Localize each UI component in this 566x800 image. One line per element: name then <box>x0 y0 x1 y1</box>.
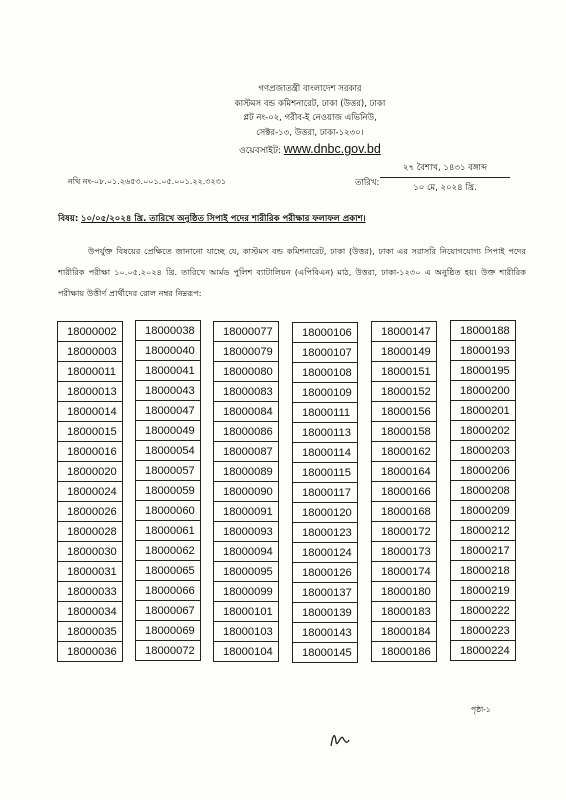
roll-number-cell: 18000030 <box>57 541 123 562</box>
roll-number-cell: 18000014 <box>57 401 123 422</box>
roll-number-cell: 18000183 <box>371 601 437 622</box>
website-label: ওয়েবসাইট: <box>239 146 281 156</box>
roll-number-cell: 18000209 <box>450 500 516 521</box>
roll-number-cell: 18000065 <box>135 560 201 581</box>
roll-number-cell: 18000114 <box>292 442 358 463</box>
roll-number-cell: 18000059 <box>135 480 201 501</box>
roll-number-cell: 18000172 <box>371 521 437 542</box>
roll-number-cell: 18000111 <box>292 402 358 423</box>
roll-number-cell: 18000104 <box>213 641 279 662</box>
roll-number-cell: 18000108 <box>292 362 358 383</box>
roll-number-cell: 18000139 <box>292 602 358 623</box>
roll-number-cell: 18000089 <box>213 461 279 482</box>
subject-label: বিষয়: <box>58 214 79 224</box>
roll-number-cell: 18000040 <box>135 340 201 361</box>
roll-number-cell: 18000186 <box>371 641 437 662</box>
roll-number-cell: 18000072 <box>135 640 201 661</box>
website-link[interactable]: www.dnbc.gov.bd <box>283 142 381 156</box>
roll-number-cell: 18000202 <box>450 420 516 441</box>
roll-number-cell: 18000034 <box>57 601 123 622</box>
roll-number-cell: 18000206 <box>450 460 516 481</box>
roll-number-cell: 18000124 <box>292 542 358 563</box>
roll-number-cell: 18000145 <box>292 642 358 663</box>
roll-number-cell: 18000016 <box>57 441 123 462</box>
roll-number-cell: 18000113 <box>292 422 358 443</box>
roll-column <box>292 322 358 663</box>
roll-number-tables <box>57 320 517 690</box>
roll-number-cell: 18000174 <box>371 561 437 582</box>
roll-number-cell: 18000120 <box>292 502 358 523</box>
roll-number-cell: 18000166 <box>371 481 437 502</box>
roll-number-cell: 18000036 <box>57 641 123 662</box>
roll-number-cell: 18000077 <box>213 321 279 342</box>
roll-number-cell: 18000156 <box>371 401 437 422</box>
roll-number-cell: 18000041 <box>135 360 201 381</box>
roll-number-cell: 18000143 <box>292 622 358 643</box>
subject-text: ১০/০৫/২০২৪ খ্রি. তারিখে অনুষ্ঠিত সিপাই পদের শারীরিক পরীক্ষার ফলাফল প্রকাশ। <box>80 214 366 224</box>
roll-number-cell: 18000066 <box>135 580 201 601</box>
roll-number-cell: 18000091 <box>213 501 279 522</box>
roll-number-cell: 18000003 <box>57 341 123 362</box>
roll-number-cell: 18000015 <box>57 421 123 442</box>
roll-column <box>213 321 279 662</box>
roll-number-cell: 18000107 <box>292 342 358 363</box>
roll-column <box>57 321 123 662</box>
roll-number-cell: 18000101 <box>213 601 279 622</box>
roll-number-cell: 18000083 <box>213 381 279 402</box>
roll-number-cell: 18000164 <box>371 461 437 482</box>
file-number: নথি নং-০৮.০১.২৬৫৩.০০১.০৫.০০১.২২.৩২৩১ <box>68 177 227 186</box>
roll-number-cell: 18000151 <box>371 361 437 382</box>
roll-number-cell: 18000137 <box>292 582 358 603</box>
body-paragraph: উপর্যুক্ত বিষয়ের প্রেক্ষিতে জানানো যাচ্ছে যে, কাস্টমস বন্ড কমিশনারেট, ঢাকা (উত্তর), ঢাকা এর সরাসরি নিয়োগযোগ্য সিপাই পদের শারীরিক পরীক্ষা ১০.০৫.২০২৪ খ্রি. তারিখে আর্মড পুলিশ ব্যাটালিয়ন (এপিবিএন) মাঠ, উত্তরা, ঢাকা-১২৩০ এ অনুষ্ঠিত হয়। উক্ত শারীরিক পরীক্ষায় উত্তীর্ণ প্রার্থীদের রোল নম্বর নিম্নরূপ: <box>58 246 526 298</box>
roll-number-cell: 18000049 <box>135 420 201 441</box>
roll-number-cell: 18000168 <box>371 501 437 522</box>
roll-column <box>371 321 437 662</box>
roll-number-cell: 18000223 <box>450 620 516 641</box>
date-bangla: ২৭ বৈশাখ, ১৪৩১ বঙ্গাব্দ <box>380 161 510 178</box>
roll-number-cell: 18000212 <box>450 520 516 541</box>
roll-number-cell: 18000028 <box>57 521 123 542</box>
roll-number-cell: 18000047 <box>135 400 201 421</box>
roll-number-cell: 18000057 <box>135 460 201 481</box>
roll-number-cell: 18000158 <box>371 421 437 442</box>
roll-number-cell: 18000201 <box>450 400 516 421</box>
roll-number-cell: 18000180 <box>371 581 437 602</box>
roll-number-cell: 18000126 <box>292 562 358 583</box>
roll-number-cell: 18000087 <box>213 441 279 462</box>
roll-number-cell: 18000095 <box>213 561 279 582</box>
roll-number-cell: 18000123 <box>292 522 358 543</box>
roll-number-cell: 18000043 <box>135 380 201 401</box>
roll-column <box>450 320 516 661</box>
date-gregorian: ১০ মে, ২০২৪ খ্রি. <box>413 183 477 193</box>
govt-name: গণপ্রজাতন্ত্রী বাংলাদেশ সরকার <box>258 84 362 94</box>
office-name: কাস্টমস বন্ড কমিশনারেট, ঢাকা (উত্তর), ঢাকা <box>234 98 386 109</box>
roll-number-cell: 18000013 <box>57 381 123 402</box>
letterhead <box>200 82 420 159</box>
roll-number-cell: 18000222 <box>450 600 516 621</box>
roll-number-cell: 18000060 <box>135 500 201 521</box>
roll-number-cell: 18000080 <box>213 361 279 382</box>
roll-number-cell: 18000033 <box>57 581 123 602</box>
roll-number-cell: 18000094 <box>213 541 279 562</box>
address-line-1: প্লট নং-০২, গরীব-ই নেওয়াজ এভিনিউ, <box>243 113 377 123</box>
roll-number-cell: 18000193 <box>450 340 516 361</box>
roll-number-cell: 18000054 <box>135 440 201 461</box>
roll-number-cell: 18000208 <box>450 480 516 501</box>
roll-number-cell: 18000200 <box>450 380 516 401</box>
roll-number-cell: 18000062 <box>135 540 201 561</box>
page-number: পৃষ্ঠা-১ <box>471 705 491 714</box>
roll-number-cell: 18000099 <box>213 581 279 602</box>
roll-number-cell: 18000152 <box>371 381 437 402</box>
roll-column <box>135 320 201 661</box>
roll-number-cell: 18000115 <box>292 462 358 483</box>
roll-number-cell: 18000086 <box>213 421 279 442</box>
roll-number-cell: 18000117 <box>292 482 358 503</box>
roll-number-cell: 18000061 <box>135 520 201 541</box>
roll-number-cell: 18000035 <box>57 621 123 642</box>
roll-number-cell: 18000103 <box>213 621 279 642</box>
roll-number-cell: 18000038 <box>135 320 201 341</box>
roll-number-cell: 18000184 <box>371 621 437 642</box>
roll-number-cell: 18000079 <box>213 341 279 362</box>
roll-number-cell: 18000093 <box>213 521 279 542</box>
roll-number-cell: 18000188 <box>450 320 516 341</box>
roll-number-cell: 18000026 <box>57 501 123 522</box>
subject-line <box>58 212 366 226</box>
signature-mark <box>325 724 355 754</box>
roll-number-cell: 18000067 <box>135 600 201 621</box>
roll-number-cell: 18000031 <box>57 561 123 582</box>
roll-number-cell: 18000224 <box>450 640 516 661</box>
roll-number-cell: 18000149 <box>371 341 437 362</box>
roll-number-cell: 18000002 <box>57 321 123 342</box>
roll-number-cell: 18000106 <box>292 322 358 343</box>
roll-number-cell: 18000203 <box>450 440 516 461</box>
roll-number-cell: 18000217 <box>450 540 516 561</box>
roll-number-cell: 18000084 <box>213 401 279 422</box>
roll-number-cell: 18000069 <box>135 620 201 641</box>
roll-number-cell: 18000090 <box>213 481 279 502</box>
roll-number-cell: 18000109 <box>292 382 358 403</box>
roll-number-cell: 18000020 <box>57 461 123 482</box>
website-row <box>200 142 420 159</box>
roll-number-cell: 18000173 <box>371 541 437 562</box>
roll-number-cell: 18000024 <box>57 481 123 502</box>
roll-number-cell: 18000147 <box>371 321 437 342</box>
roll-number-cell: 18000218 <box>450 560 516 581</box>
roll-number-cell: 18000219 <box>450 580 516 601</box>
roll-number-cell: 18000195 <box>450 360 516 381</box>
date-label: তারিখ: <box>355 178 380 188</box>
address-line-2: সেক্টর-১৩, উত্তরা, ঢাকা-১২৩০। <box>256 127 364 138</box>
date-block <box>380 161 510 195</box>
roll-number-cell: 18000162 <box>371 441 437 462</box>
roll-number-cell: 18000011 <box>57 361 123 382</box>
